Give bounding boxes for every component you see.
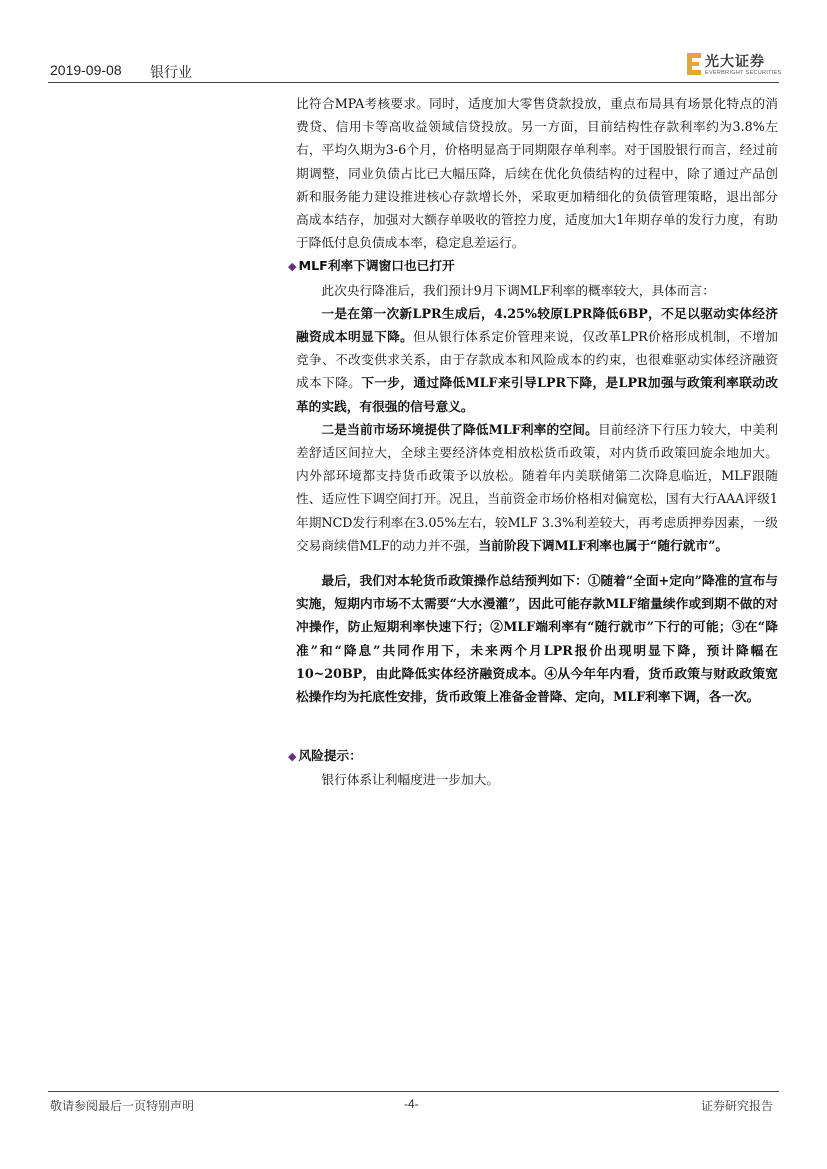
point-one-text: 但从银行体系定价管理来说，仅改革LPR价格形成机制，不增加竞争、不改变供求关系，由于存款成本和风险成本的约束，也很难驱动实体经济融资成本下降。: [296, 329, 778, 391]
logo-mark-icon: [686, 52, 702, 76]
brokerage-logo: [686, 50, 781, 80]
paragraph-liability-management: 比符合MPA考核要求。同时，适度加大零售贷款投放，重点布局具有场景化特点的消费贷、信用卡等高收益领域信贷投放。另一方面，目前结构性存款利率约为3.8%左右，平均久期为3-6个月，价格明显高于同期限存单利率。对于国股银行而言，经过前期调整，同业负债占比已大幅压降，后续在优化负债结构的过程中，除了通过产品创新和服务能力建设推进核心存款增长外，采取更加精细化的负债管理策略，退出部分高成本结存，加强对大额存单吸收的管控力度，适度加大1年期存单的发行力度，有助于降低付息负债成本率，稳定息差运行。: [296, 96, 778, 251]
paragraph-risk: 银行体系让利幅度进一步加大。: [321, 772, 500, 788]
page-number: -4-: [404, 1097, 419, 1111]
footer-divider: [48, 1091, 779, 1092]
point-two-conclusion: 当前阶段下调MLF利率也属于“随行就市”。: [478, 537, 729, 553]
point-one-lead: 一是在第一次新LPR生成后，4.25%较原LPR降低6BP，不足以驱动实体经济融资成本明显下降。: [296, 305, 778, 345]
paragraph-summary: 最后，我们对本轮货币政策操作总结预判如下：①随着“全面+定向”降准的宣布与实施，短期内市场不太需要“大水漫灌”，因此可能存款MLF缩量续作或到期不做的对冲操作，防止短期利率快速下行；②MLF端利率有“随行就市”下行的可能；③在“降准”和“降息”共同作用下，未来两个月LPR报价出现明显下降，预计降幅在10~20BP，由此降低实体经济融资成本。④从今年年内看，货币政策与财政政策宽松操作均为托底性安排，货币政策上准备金普降、定向，MLF利率下调，各一次。: [296, 573, 778, 705]
point-one-conclusion: 下一步，通过降低MLF来引导LPR下降，是LPR加强与政策利率联动改革的实践，有很强的信号意义。: [296, 375, 778, 414]
report-body: [288, 92, 778, 792]
diamond-bullet-icon: ◆: [288, 750, 297, 764]
footer-doc-type: 证券研究报告: [701, 1099, 774, 1113]
logo-text-cn: 光大证券: [705, 54, 765, 70]
point-two-lead: 二是当前市场环境提供了降低MLF利率的空间。: [321, 421, 599, 437]
footer-disclaimer: 敬请参阅最后一页特别声明: [50, 1099, 195, 1113]
report-date: 2019-09-08: [50, 62, 122, 78]
paragraph-mlf-intro: 此次央行降准后，我们预计9月下调MLF利率的概率较大，具体而言：: [321, 282, 715, 298]
section-heading-mlf: [288, 254, 778, 278]
diamond-bullet-icon: ◆: [288, 260, 297, 274]
section-heading-risk-text: 风险提示：: [298, 748, 362, 764]
logo-text-en: EVERBRIGHT SECURITIES: [705, 70, 782, 76]
section-heading-mlf-text: MLF利率下调窗口也已打开: [298, 258, 455, 274]
point-two-text: 目前经济下行压力较大，中美利差舒适区间拉大，全球主要经济体竞相放松货币政策，对内货币政策回旋余地加大。内外部环境都支持货币政策予以放松。随着年内美联储第二次降息临近，MLF跟随性、适应性下调空间打开。况且，当前资金市场价格相对偏宽松，国有大行AAA评级1年期NCD发行利率在3.05%左右，较MLF 3.3%利差较大，再考虑质押券因素，一级交易商续借MLF的动力并不强，: [296, 421, 778, 553]
paragraph-point-one: [296, 302, 778, 418]
paragraph-point-two: [296, 418, 778, 557]
section-heading-risk: [288, 744, 778, 768]
header-divider: [48, 82, 779, 83]
industry-label: 银行业: [150, 65, 192, 81]
